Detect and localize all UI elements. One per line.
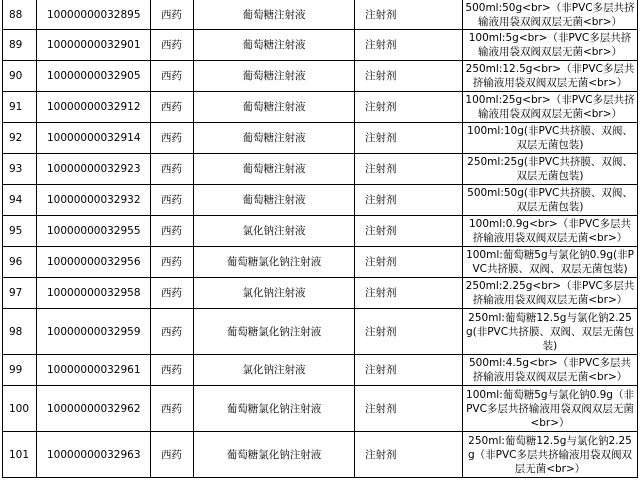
dosage-form: 注射剂 <box>355 154 463 185</box>
dosage-form: 注射剂 <box>355 355 463 386</box>
dosage-form: 注射剂 <box>355 432 463 478</box>
drug-category: 西药 <box>151 309 194 355</box>
drug-spec: 250ml:12.5g<br>（非PVC多层共挤输液用袋双阀双层无菌<br>） <box>463 61 638 92</box>
dosage-form: 注射剂 <box>355 278 463 309</box>
drug-code: 10000000032932 <box>37 185 151 216</box>
drug-spec: 100ml:葡萄糖5g与氯化钠0.9g(非PVC共挤膜、双阀、双层无菌包装) <box>463 247 638 278</box>
drug-category: 西药 <box>151 154 194 185</box>
row-index: 90 <box>3 61 37 92</box>
drug-code: 10000000032958 <box>37 278 151 309</box>
row-index: 95 <box>3 216 37 247</box>
drug-name: 葡萄糖氯化钠注射液 <box>194 432 355 478</box>
row-index: 94 <box>3 185 37 216</box>
table-row <box>3 154 638 185</box>
dosage-form: 注射剂 <box>355 0 463 30</box>
table-row <box>3 61 638 92</box>
drug-spec: 100ml:10g(非PVC共挤膜、双阀、双层无菌包装) <box>463 123 638 154</box>
drug-category: 西药 <box>151 247 194 278</box>
drug-code: 10000000032959 <box>37 309 151 355</box>
table-row <box>3 92 638 123</box>
drug-code: 10000000032901 <box>37 30 151 61</box>
row-index: 101 <box>3 432 37 478</box>
drug-category: 西药 <box>151 0 194 30</box>
table-row <box>3 0 638 30</box>
drug-code: 10000000032895 <box>37 0 151 30</box>
drug-spec: 250ml:25g(非PVC共挤膜、双阀、双层无菌包装) <box>463 154 638 185</box>
drug-category: 西药 <box>151 432 194 478</box>
drug-name: 葡萄糖注射液 <box>194 30 355 61</box>
drug-spec: 250ml:葡萄糖12.5g与氯化钠2.25g(非PVC共挤膜、双阀、双层无菌包装) <box>463 309 638 355</box>
table-row <box>3 216 638 247</box>
drug-spec: 500ml:50g<br>（非PVC多层共挤输液用袋双阀双层无菌<br>） <box>463 0 638 30</box>
drug-name: 氯化钠注射液 <box>194 355 355 386</box>
drug-name: 葡萄糖注射液 <box>194 185 355 216</box>
dosage-form: 注射剂 <box>355 386 463 432</box>
table-row <box>3 123 638 154</box>
table-row <box>3 355 638 386</box>
drug-spec: 100ml:0.9g<br>（非PVC多层共挤输液用袋双阀双层无菌<br>） <box>463 216 638 247</box>
drug-spec: 100ml:25g<br>（非PVC多层共挤输液用袋双阀双层无菌<br>） <box>463 92 638 123</box>
drug-category: 西药 <box>151 278 194 309</box>
drug-spec: 250ml:2.25g<br>（非PVC多层共挤输液用袋双阀双层无菌<br>） <box>463 278 638 309</box>
drug-code: 10000000032905 <box>37 61 151 92</box>
drug-spec: 100ml:葡萄糖5g与氯化钠0.9g（非PVC多层共挤输液用袋双阀双层无菌<br>） <box>463 386 638 432</box>
drug-category: 西药 <box>151 30 194 61</box>
dosage-form: 注射剂 <box>355 216 463 247</box>
drug-category: 西药 <box>151 386 194 432</box>
dosage-form: 注射剂 <box>355 185 463 216</box>
drug-spec: 500ml:50g(非PVC共挤膜、双阀、双层无菌包装) <box>463 185 638 216</box>
drug-code: 10000000032914 <box>37 123 151 154</box>
row-index: 88 <box>3 0 37 30</box>
row-index: 100 <box>3 386 37 432</box>
table-row <box>3 309 638 355</box>
table-row <box>3 185 638 216</box>
dosage-form: 注射剂 <box>355 123 463 154</box>
dosage-form: 注射剂 <box>355 309 463 355</box>
dosage-form: 注射剂 <box>355 247 463 278</box>
drug-code: 10000000032955 <box>37 216 151 247</box>
row-index: 96 <box>3 247 37 278</box>
row-index: 98 <box>3 309 37 355</box>
row-index: 92 <box>3 123 37 154</box>
row-index: 93 <box>3 154 37 185</box>
table-row <box>3 432 638 478</box>
drug-code: 10000000032961 <box>37 355 151 386</box>
drug-spec: 100ml:5g<br>（非PVC多层共挤输液用袋双阀双层无菌<br>） <box>463 30 638 61</box>
drug-name: 葡萄糖氯化钠注射液 <box>194 386 355 432</box>
drug-spec: 500ml:4.5g<br>（非PVC多层共挤输液用袋双阀双层无菌<br>） <box>463 355 638 386</box>
table-row <box>3 278 638 309</box>
dosage-form: 注射剂 <box>355 61 463 92</box>
drug-name: 葡萄糖氯化钠注射液 <box>194 309 355 355</box>
drug-name: 葡萄糖氯化钠注射液 <box>194 247 355 278</box>
drug-category: 西药 <box>151 61 194 92</box>
drug-category: 西药 <box>151 355 194 386</box>
drug-code: 10000000032912 <box>37 92 151 123</box>
drug-code: 10000000032923 <box>37 154 151 185</box>
dosage-form: 注射剂 <box>355 30 463 61</box>
drug-category: 西药 <box>151 216 194 247</box>
drug-name: 葡萄糖注射液 <box>194 154 355 185</box>
row-index: 97 <box>3 278 37 309</box>
drug-name: 氯化钠注射液 <box>194 278 355 309</box>
drug-code: 10000000032962 <box>37 386 151 432</box>
drug-category: 西药 <box>151 123 194 154</box>
drug-category: 西药 <box>151 92 194 123</box>
drug-name: 葡萄糖注射液 <box>194 92 355 123</box>
row-index: 89 <box>3 30 37 61</box>
drug-catalog-table <box>2 0 638 478</box>
drug-code: 10000000032956 <box>37 247 151 278</box>
dosage-form: 注射剂 <box>355 92 463 123</box>
drug-name: 氯化钠注射液 <box>194 216 355 247</box>
table-row <box>3 247 638 278</box>
row-index: 99 <box>3 355 37 386</box>
drug-spec: 250ml:葡萄糖12.5g与氯化钠2.25g（非PVC多层共挤输液用袋双阀双层无菌<br>） <box>463 432 638 478</box>
drug-name: 葡萄糖注射液 <box>194 0 355 30</box>
table-row <box>3 386 638 432</box>
table-row <box>3 30 638 61</box>
drug-name: 葡萄糖注射液 <box>194 123 355 154</box>
row-index: 91 <box>3 92 37 123</box>
drug-code: 10000000032963 <box>37 432 151 478</box>
drug-category: 西药 <box>151 185 194 216</box>
drug-name: 葡萄糖注射液 <box>194 61 355 92</box>
